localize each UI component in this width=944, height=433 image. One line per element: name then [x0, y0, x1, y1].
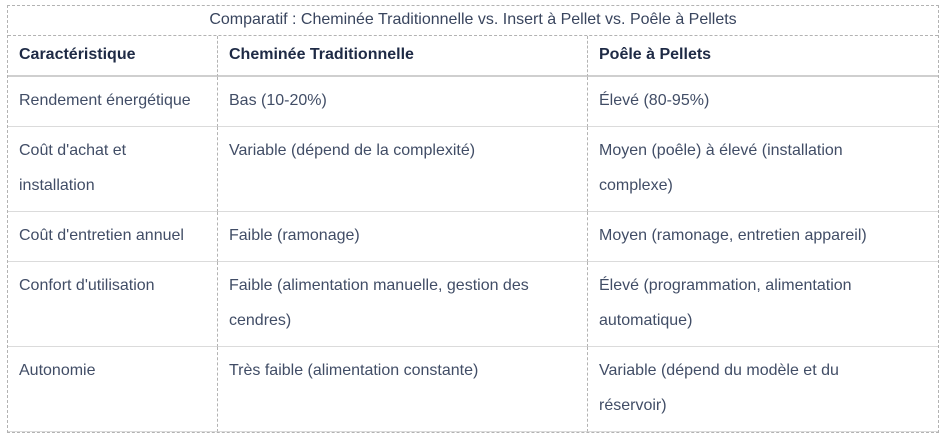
column-header-cheminee-traditionnelle: Cheminée Traditionnelle [217, 36, 587, 77]
table-row [8, 347, 938, 432]
pellet-stove-cell: Moyen (poêle) à élevé (installation complexe) [587, 127, 938, 212]
table-row [8, 127, 938, 212]
feature-cell: Confort d'utilisation [8, 262, 217, 347]
traditional-cell: Très faible (alimentation constante) [217, 347, 587, 432]
pellet-stove-cell: Moyen (ramonage, entretien appareil) [587, 212, 938, 262]
comparison-table [7, 5, 939, 433]
comparison-table-container [7, 5, 937, 433]
pellet-stove-cell: Variable (dépend du modèle et du réservoir) [587, 347, 938, 432]
feature-cell: Coût d'entretien annuel [8, 212, 217, 262]
traditional-cell: Variable (dépend de la complexité) [217, 127, 587, 212]
feature-cell: Rendement énergétique [8, 77, 217, 127]
feature-cell: Autonomie [8, 347, 217, 432]
table-title: Comparatif : Cheminée Traditionnelle vs. Insert à Pellet vs. Poêle à Pellets [8, 6, 938, 36]
table-row [8, 77, 938, 127]
traditional-cell: Bas (10-20%) [217, 77, 587, 127]
pellet-stove-cell: Élevé (programmation, alimentation automatique) [587, 262, 938, 347]
table-header-row [8, 36, 938, 77]
traditional-cell: Faible (alimentation manuelle, gestion des cendres) [217, 262, 587, 347]
feature-cell: Coût d'achat et installation [8, 127, 217, 212]
column-header-caracteristique: Caractéristique [8, 36, 217, 77]
table-row [8, 262, 938, 347]
table-row [8, 212, 938, 262]
traditional-cell: Faible (ramonage) [217, 212, 587, 262]
table-title-row [8, 6, 938, 36]
column-header-poele-a-pellets: Poêle à Pellets [587, 36, 938, 77]
pellet-stove-cell: Élevé (80-95%) [587, 77, 938, 127]
